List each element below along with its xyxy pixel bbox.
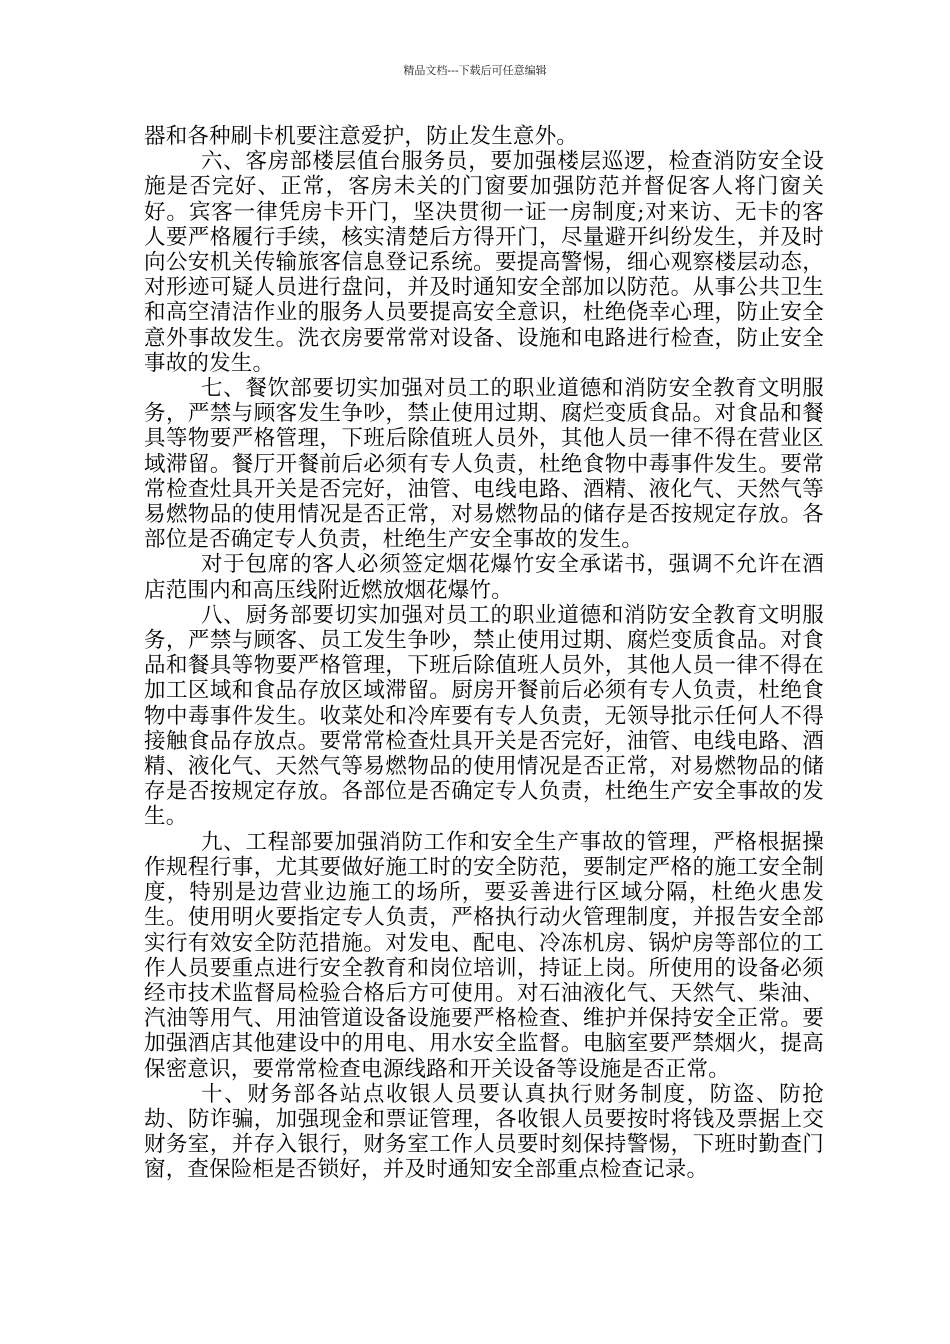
paragraph-section-9: 九、工程部要加强消防工作和安全生产事故的管理，严格根据操作规程行事，尤其要做好施工时的安全防范，要制定严格的施工安全制度，特别是边营业边施工的场所，要妥善进行区域分隔，杜绝火患发生。使用明火要指定专人负责，严格执行动火管理制度，并报告安全部实行有效安全防范措施。对发电、配电、冷冻机房、锅炉房等部位的工作人员要重点进行安全教育和岗位培训，持证上岗。所使用的设备必须经市技术监督局检验合格后方可使用。对石油液化气、天然气、柴油、汽油等用气、用油管道设备设施要严格检查、维护并保持安全正常。要加强酒店其他建设中的用电、用水安全监督。电脑室要严禁烟火，提高保密意识，要常常检查电源线路和开关设备等设施是否正常。 <box>144 829 824 1082</box>
paragraph-banquet-note: 对于包席的客人必须签定烟花爆竹安全承诺书，强调不允许在酒店范围内和高压线附近燃放烟花爆竹。 <box>144 552 824 603</box>
paragraph-section-7: 七、餐饮部要切实加强对员工的职业道德和消防安全教育文明服务，严禁与顾客发生争吵，禁止使用过期、腐烂变质食品。对食品和餐具等物要严格管理，下班后除值班人员外，其他人员一律不得在营业区域滞留。餐厅开餐前后必须有专人负责，杜绝食物中毒事件发生。要常常检查灶具开关是否完好，油管、电线电路、酒精、液化气、天然气等易燃物品的使用情况是否正常，对易燃物品的储存是否按规定存放。各部位是否确定专人负责，杜绝生产安全事故的发生。 <box>144 376 824 553</box>
paragraph-section-6: 六、客房部楼层值台服务员，要加强楼层巡逻，检查消防安全设施是否完好、正常，客房未关的门窗要加强防范并督促客人将门窗关好。宾客一律凭房卡开门，坚决贯彻一证一房制度;对来访、无卡的客人要严格履行手续，核实清楚后方得开门，尽量避开纠纷发生，并及时向公安机关传输旅客信息登记系统。要提高警惕，细心观察楼层动态，对形迹可疑人员进行盘问，并及时通知安全部加以防范。从事公共卫生和高空清洁作业的服务人员要提高安全意识，杜绝侥幸心理，防止安全意外事故发生。洗衣房要常常对设备、设施和电路进行检查，防止安全事故的发生。 <box>144 149 824 376</box>
page-header: 精品文档---下载后可任意编辑 <box>403 64 547 77</box>
document-body <box>144 124 824 1183</box>
paragraph-section-8: 八、厨务部要切实加强对员工的职业道德和消防安全教育文明服务，严禁与顾客、员工发生争吵，禁止使用过期、腐烂变质食品。对食品和餐具等物要严格管理，下班后除值班人员外，其他人员一律不得在加工区域和食品存放区域滞留。厨房开餐前后必须有专人负责，杜绝食物中毒事件发生。收菜处和冷库要有专人负责，无领导批示任何人不得接触食品存放点。要常常检查灶具开关是否完好，油管、电线电路、酒精、液化气、天然气等易燃物品的使用情况是否正常，对易燃物品的储存是否按规定存放。各部位是否确定专人负责，杜绝生产安全事故的发生。 <box>144 602 824 830</box>
paragraph-continuation: 器和各种刷卡机要注意爱护，防止发生意外。 <box>144 124 579 149</box>
paragraph-section-10: 十、财务部各站点收银人员要认真执行财务制度，防盗、防抢劫、防诈骗，加强现金和票证管理，各收银人员要按时将钱及票据上交财务室，并存入银行，财务室工作人员要时刻保持警惕，下班时勤查门窗，查保险柜是否锁好，并及时通知安全部重点检查记录。 <box>144 1081 824 1183</box>
